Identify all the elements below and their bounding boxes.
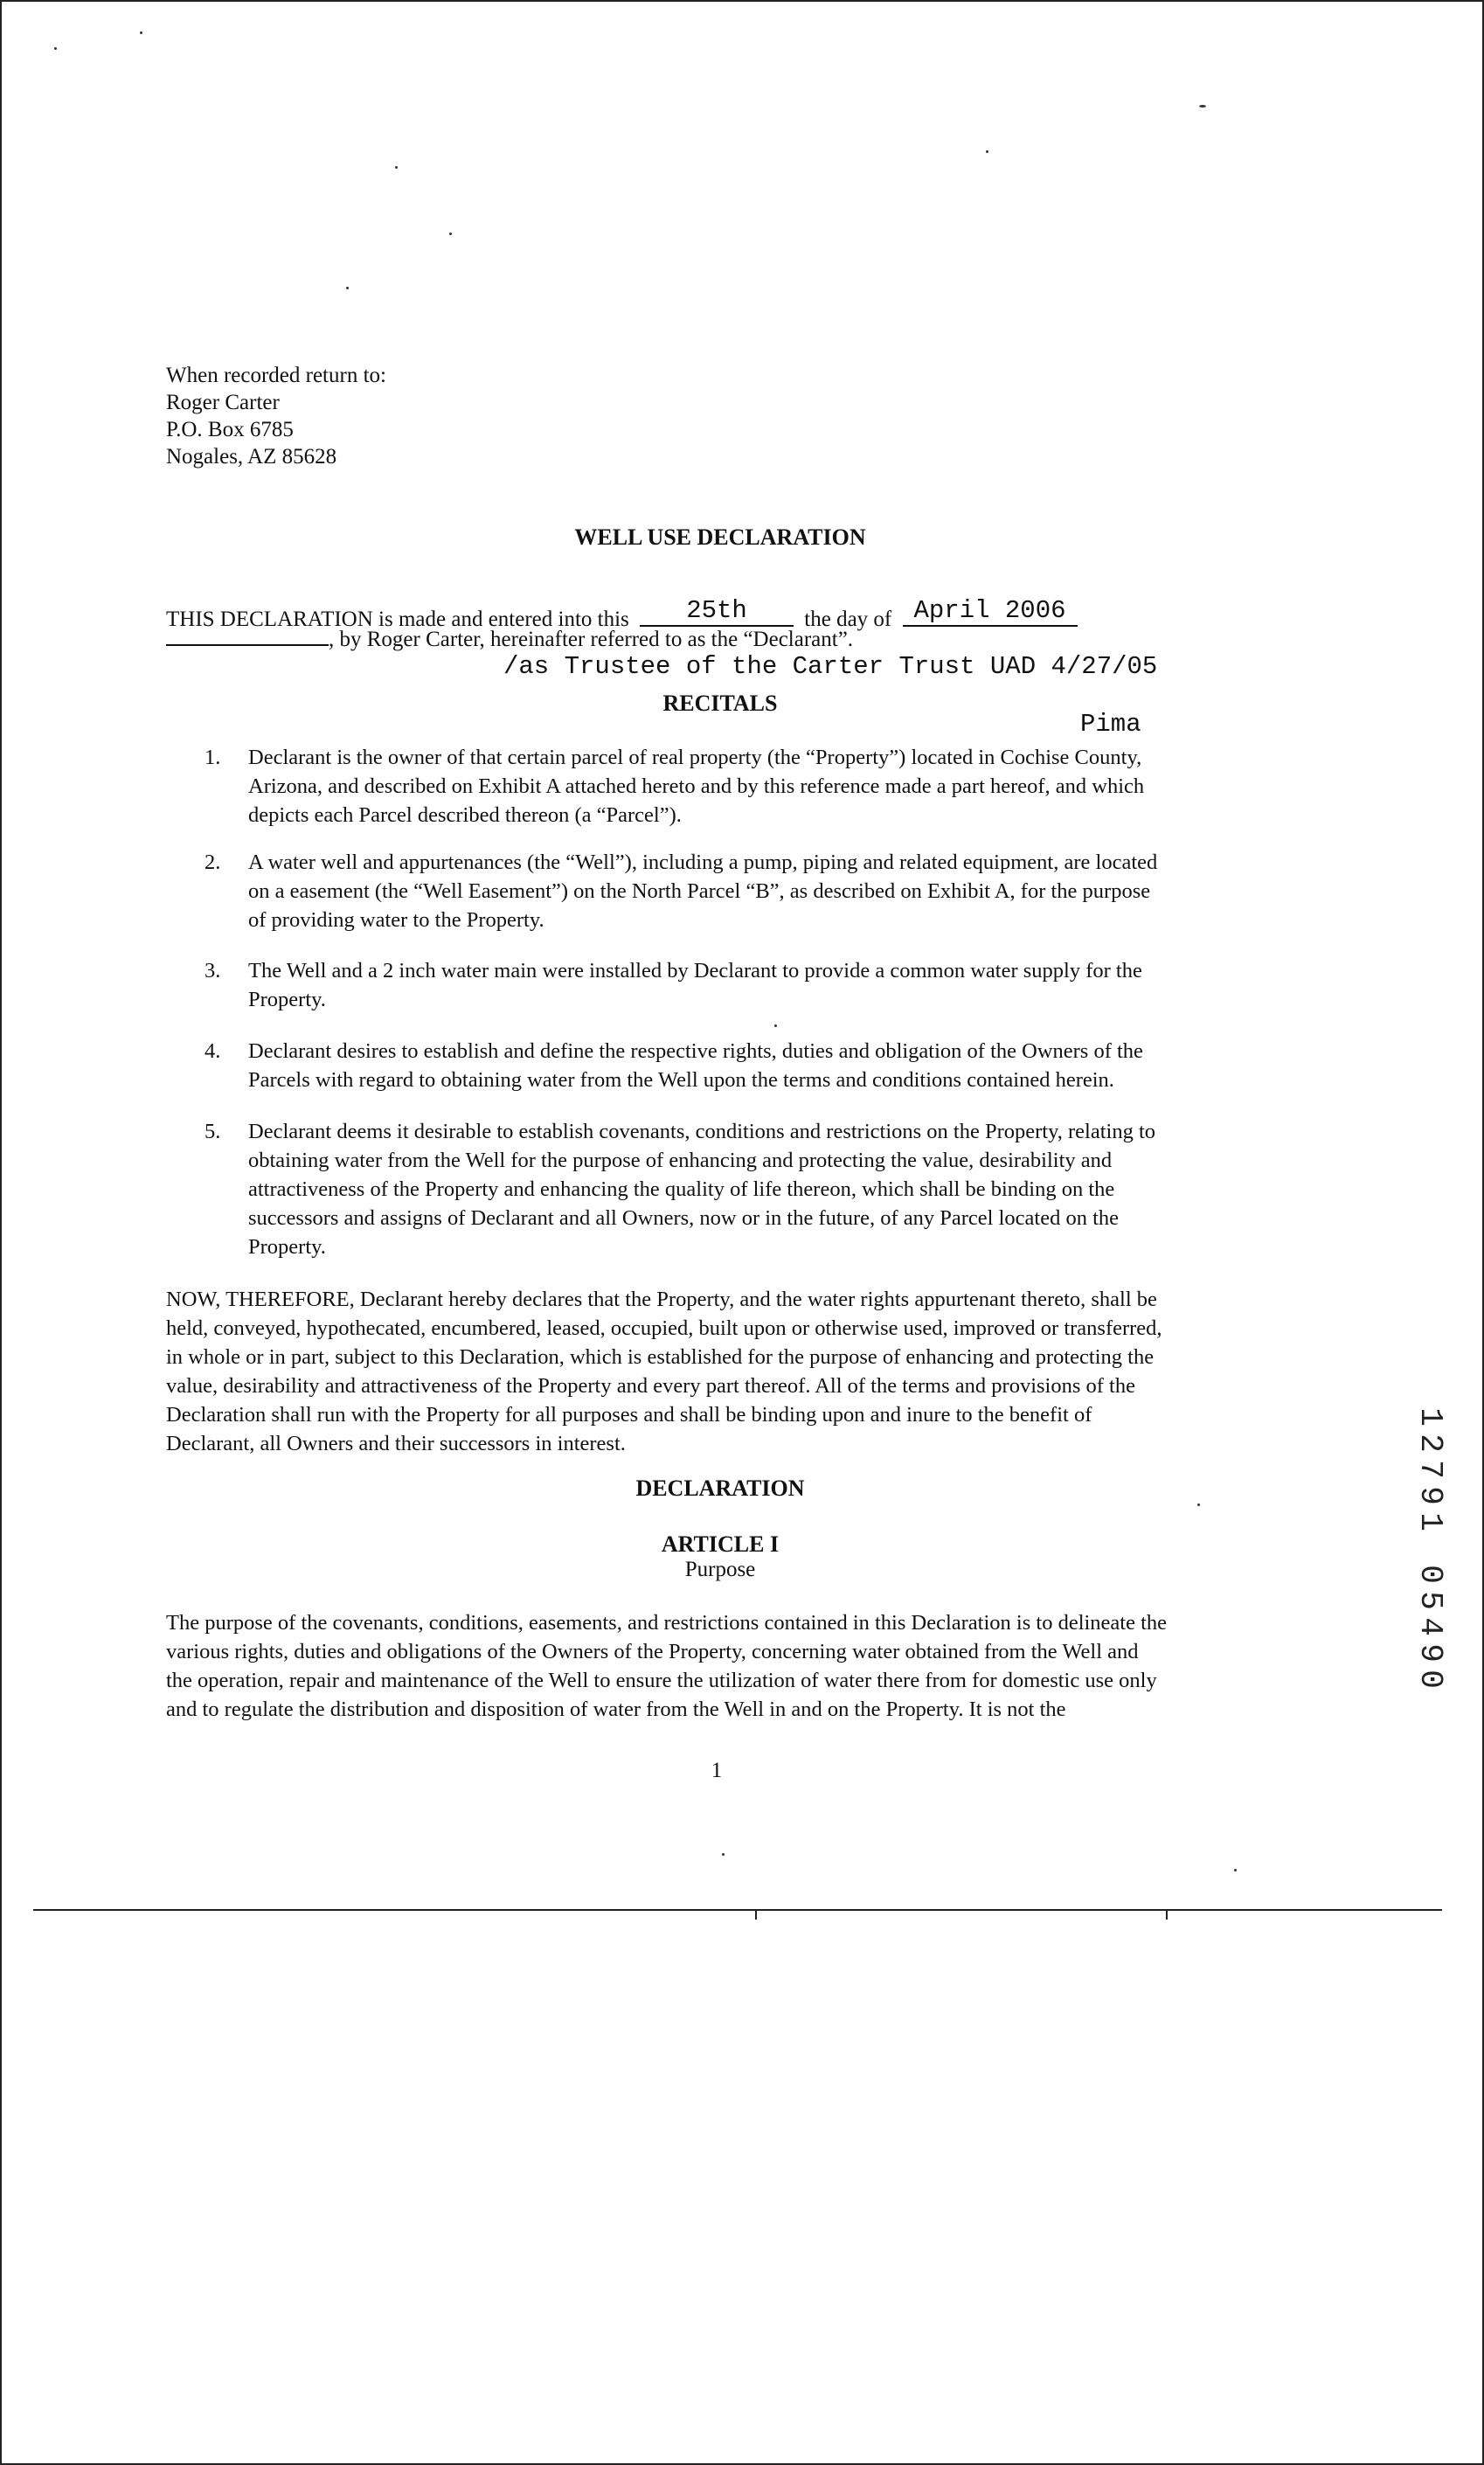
recital-line: of providing water to the Property. [248,908,544,932]
article-subheading: Purpose [684,1558,756,1581]
declaration-heading: DECLARATION [635,1476,805,1501]
stamp-digit: 5 [1412,1591,1448,1610]
scan-speck [986,150,988,153]
recital-line: successors and assigns of Declarant and all Owners, now or in the future, of any Parcel located on the [248,1206,1120,1230]
page-number: 1 [711,1759,723,1782]
trustee-typed-insert: /as Trustee of the Carter Trust UAD 4/27/05 [503,652,1158,681]
paragraph-line: Declaration shall run with the Property for all purposes and shall be binding upon and inure to the benefit of [166,1403,1092,1427]
recital-line: attractiveness of the Property and enhancing the quality of life thereon, which shall be binding on the [248,1177,1115,1201]
recital-line: Parcels with regard to obtaining water from the Well upon the terms and conditions contained herein. [248,1068,1114,1092]
recital-line: Property. [248,1235,326,1259]
scan-speck [395,166,398,169]
recital-line: depicts each Parcel described thereon (a “Parcel”). [248,803,682,827]
paragraph-line: Declarant, all Owners and their successors in interest. [166,1432,626,1455]
stamp-digit: 1 [1412,1407,1448,1427]
month-year-field: April 2006 [903,596,1078,627]
scan-speck [449,233,452,235]
paragraph-line: the operation, repair and maintenance of the Well to ensure the utilization of water there from for domestic use only [166,1669,1157,1692]
recital-number: 4. [205,1039,221,1063]
stamp-digit: 2 [1412,1434,1448,1453]
recital-line: Declarant deems it desirable to establish covenants, conditions and restrictions on the Property, relating to [248,1120,1156,1143]
scan-speck [54,47,57,50]
document-title: WELL USE DECLARATION [574,524,866,550]
stamp-digit: 9 [1412,1643,1448,1663]
recital-number: 1. [205,746,221,769]
scan-speck [774,1024,777,1027]
stamp-digit: 0 [1412,1565,1448,1584]
paragraph-line: value, desirability and attractiveness of the Property and every part thereof. All of the terms and provisions of the [166,1374,1135,1398]
purpose-paragraph [166,1608,1269,1724]
stamp-digit: 0 [1412,1670,1448,1689]
recital-line: Property. [248,988,326,1011]
paragraph-line: various rights, duties and obligations of the Owners of the Property, concerning water obtained from the Well and [166,1640,1139,1663]
rule-tick [755,1909,757,1920]
stamp-digit: 1 [1412,1512,1448,1531]
stamp-digit: 4 [1412,1617,1448,1636]
recital-number: 2. [205,851,221,874]
return-address-line: Roger Carter [166,391,280,414]
paragraph-line: in whole or in part, subject to this Declaration, which is established for the purpose of enhancing and protecting the [166,1345,1155,1369]
scan-speck [1197,1503,1200,1506]
stamp-digit: 7 [1412,1460,1448,1479]
intro-text-3: , by Roger Carter, hereinafter referred to as the “Declarant”. [329,628,854,651]
intro-line-2 [166,628,853,652]
blank-underline [166,644,329,646]
scan-speck [1234,1869,1237,1871]
return-address-line: Nogales, AZ 85628 [166,445,337,469]
recital-number: 3. [205,959,221,983]
rule-tick [1166,1909,1168,1920]
recital-line: The Well and a 2 inch water main were installed by Declarant to provide a common water supply for the [248,959,1142,983]
recital-line: on a easement (the “Well Easement”) on the North Parcel “B”, as described on Exhibit A, for the purpose [248,879,1151,903]
scan-speck [722,1853,725,1856]
recording-stamp [1411,1404,1449,1692]
scan-speck [346,287,349,289]
now-therefore-paragraph [166,1285,1269,1458]
recital-line: Arizona, and described on Exhibit A attached hereto and by this reference made a part hereof, and which [248,774,1145,798]
day-field: 25th [640,596,794,627]
return-address-line: When recorded return to: [166,364,386,387]
recital-line: obtaining water from the Well for the purpose of enhancing and protecting the value, desirability and [248,1149,1113,1172]
county-handwritten-insert: Pima [1080,710,1141,739]
scan-speck [140,31,142,34]
paragraph-line: The purpose of the covenants, conditions, easements, and restrictions contained in this Declaration is to delineate the [166,1611,1168,1635]
article-heading: ARTICLE I [661,1531,780,1557]
recital-line: Declarant is the owner of that certain parcel of real property (the “Property”) located in Cochise County, [248,746,1142,769]
recitals-heading: RECITALS [662,691,778,716]
stamp-digit: 9 [1412,1486,1448,1505]
intro-text-1: THIS DECLARATION is made and entered into this [166,608,629,631]
paragraph-line: NOW, THEREFORE, Declarant hereby declares that the Property, and the water rights appurtenant thereto, shall be [166,1288,1157,1311]
recital-number: 5. [205,1120,221,1143]
scan-speck [1199,105,1206,108]
return-address-line: P.O. Box 6785 [166,418,294,441]
recital-line: Declarant desires to establish and define the respective rights, duties and obligation of the Owners of the [248,1039,1143,1063]
page-bottom-rule [33,1909,1442,1911]
recital-line: A water well and appurtenances (the “Well”), including a pump, piping and related equipment, are located [248,851,1158,874]
paragraph-line: held, conveyed, hypothecated, encumbered, leased, occupied, built upon or otherwise used, improved or transferred, [166,1316,1162,1340]
intro-text-2: the day of [804,608,892,631]
paragraph-line: and to regulate the distribution and disposition of water from the Well in and on the Property. It is not the [166,1698,1066,1721]
